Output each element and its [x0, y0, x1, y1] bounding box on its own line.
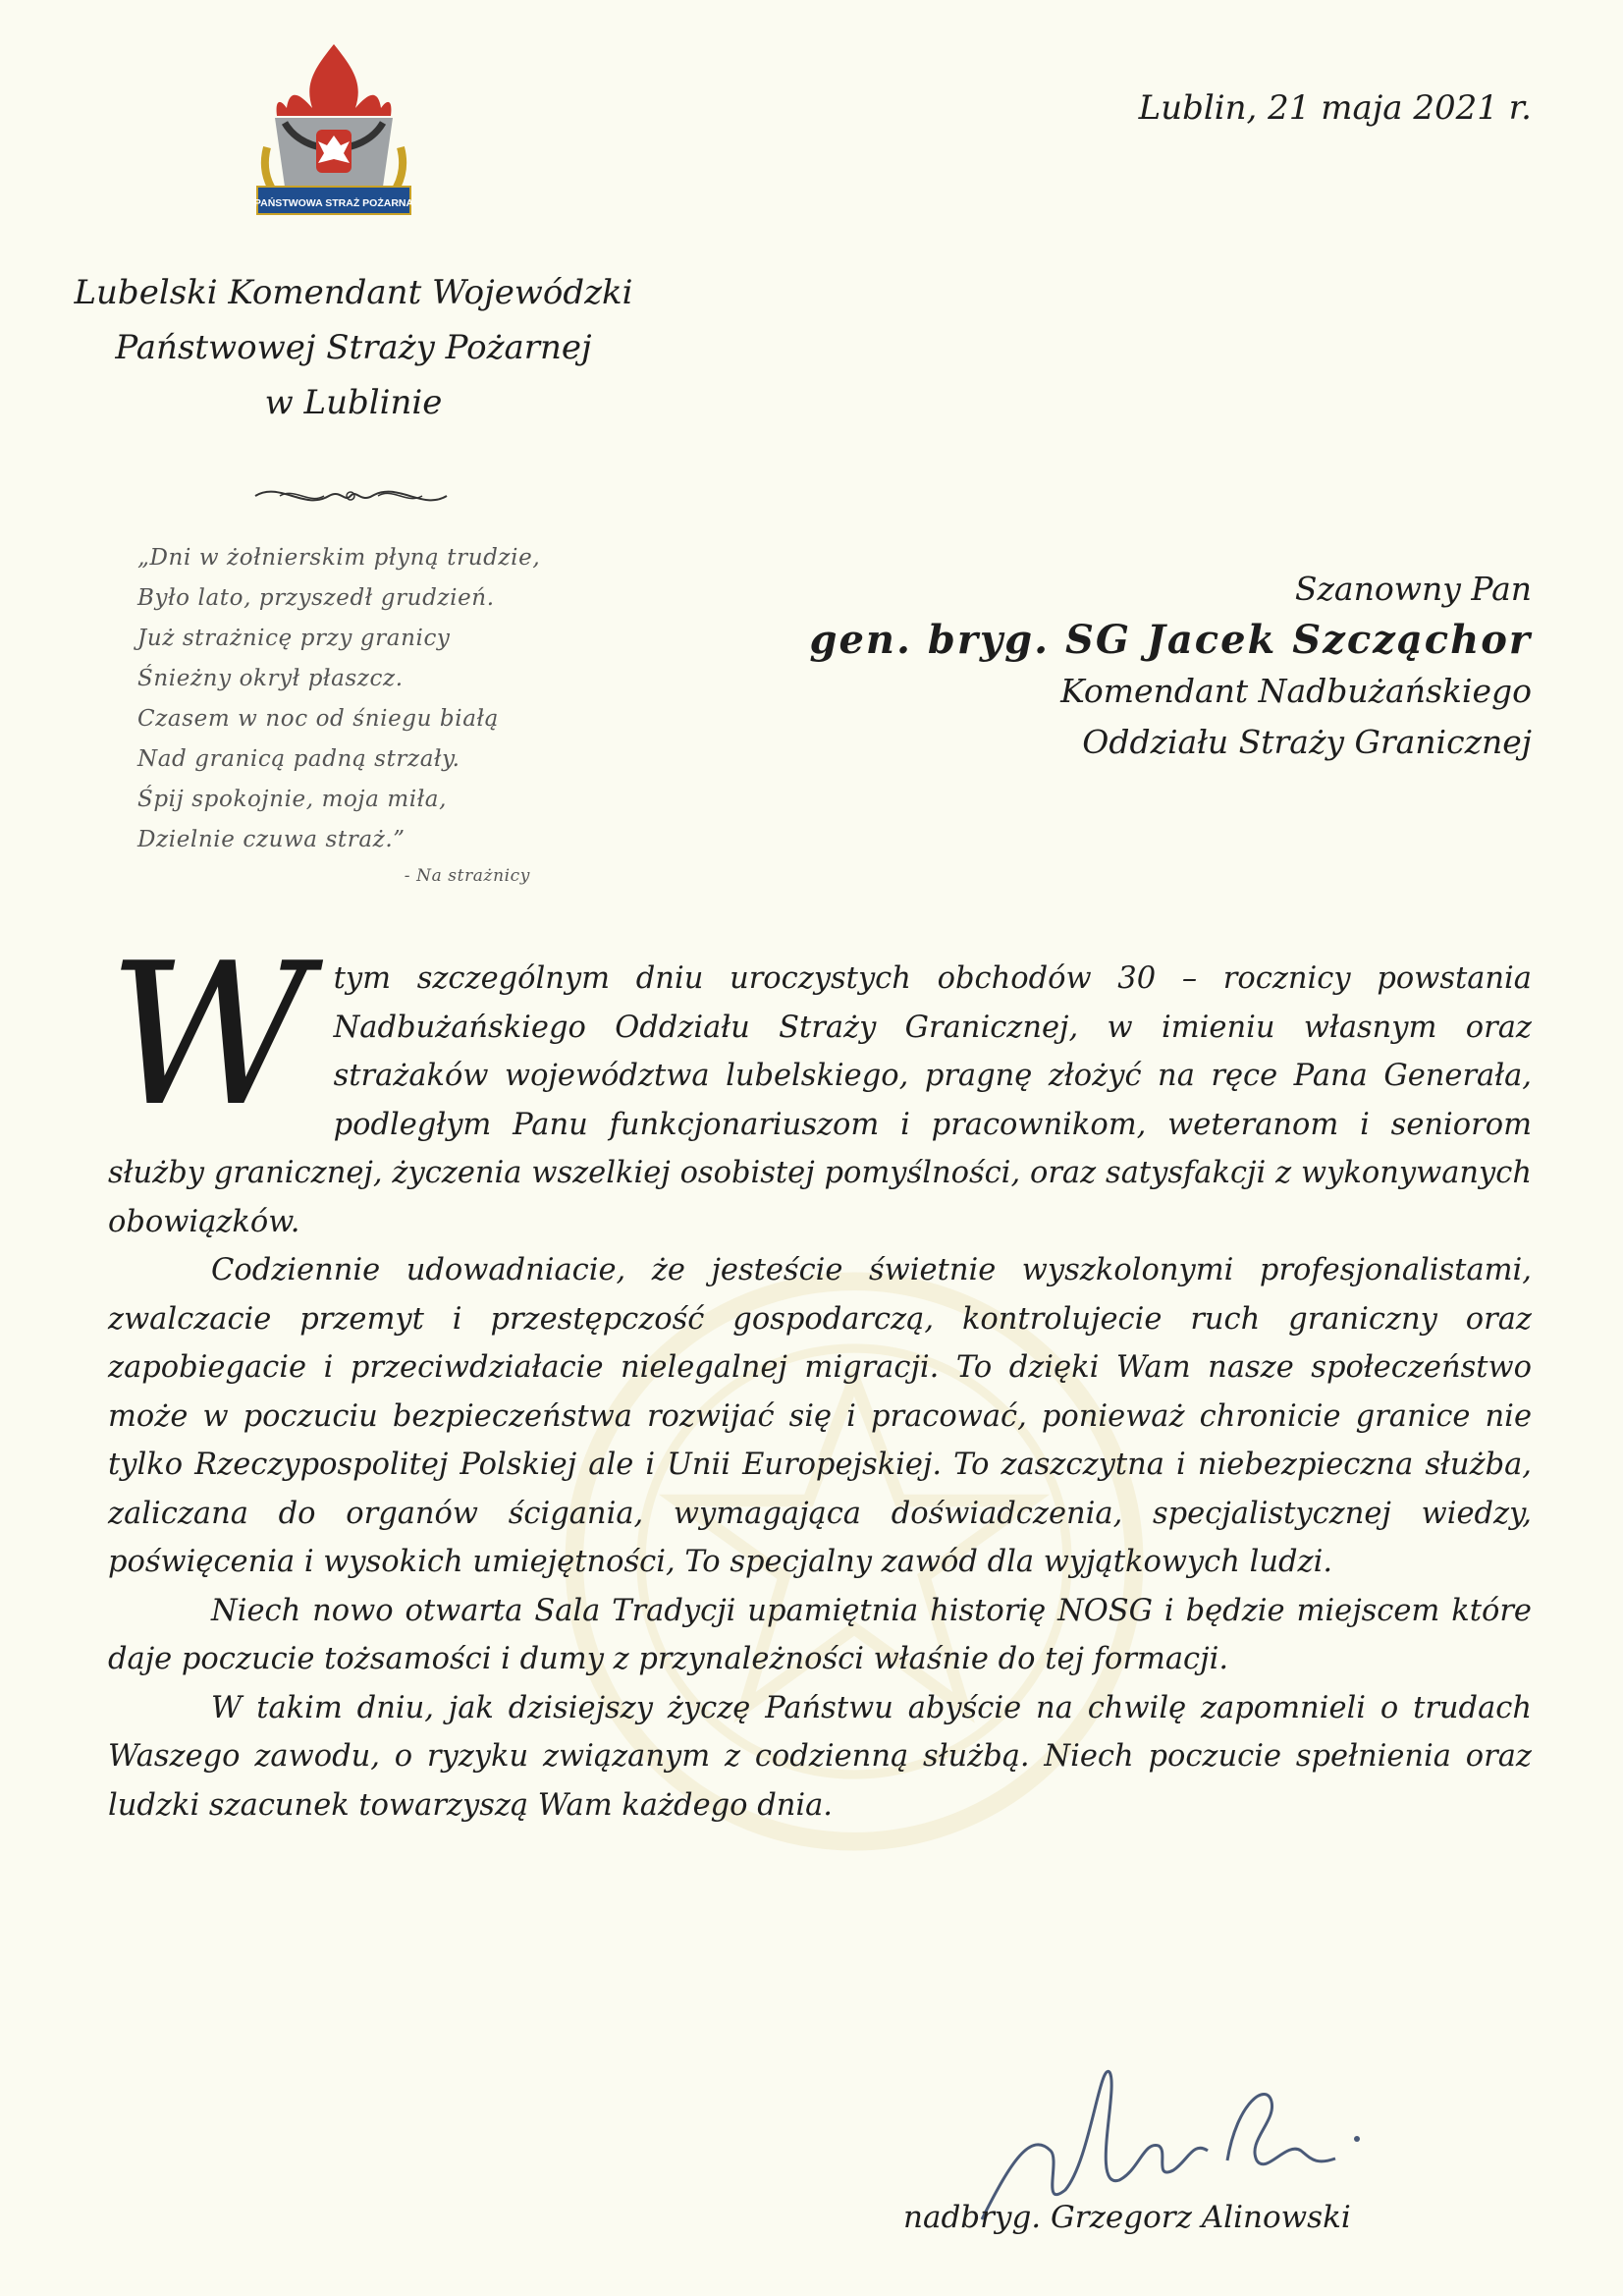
poem-quote	[137, 538, 541, 897]
sender-block	[39, 265, 668, 430]
sender-line: Państwowej Straży Pożarnej	[115, 328, 592, 367]
poem-line: Dzielnie czuwa straż.”	[137, 827, 406, 852]
recipient-block	[707, 564, 1532, 768]
letter-paragraph: Codziennie udowadniacie, że jesteście świetnie wyszkolonymi profesjonalistami, zwalczacie przemyt i przestępczość gospodarczą, kontrolujecie ruch graniczny oraz zapobiegacie i przeciwdziałacie nielegalnej migracji. To dzięki Wam nasze społeczeństwo może w poczuciu bezpieczeństwa rozwijać się i pracować, ponieważ chronicie granice nie tylko Rzeczypospolitej Polskiej ale i Unii Europejskiej. To zaszczytna i niebezpieczna służba, zaliczana do organów ścigania, wymagająca doświadczenia, specjalistycznej wiedzy, poświęcenia i wysokich umiejętności, To specjalny zawód dla wyjątkowych ludzi.	[108, 1253, 1532, 1579]
poem-line: „Dni w żołnierskim płyną trudzie,	[137, 545, 541, 571]
letter-paragraph: Niech nowo otwarta Sala Tradycji upamiętnia historię NOSG i będzie miejscem które daje poczucie tożsamości i dumy z przynależności właśnie do tej formacji.	[108, 1593, 1532, 1676]
recipient-salutation: Szanowny Pan	[1294, 570, 1532, 608]
poem-line: Śnieżny okrył płaszcz.	[137, 666, 404, 691]
letter-paragraph: W takim dniu, jak dzisiejszy życzę Państwu abyście na chwilę zapomnieli o trudach Waszego zawodu, o ryzyku związanym z codzienną służbą. Niech poczucie spełnienia oraz ludzki szacunek towarzyszą Wam każdego dnia.	[108, 1690, 1532, 1823]
logo-band-text: PAŃSTWOWA STRAŻ POŻARNA	[253, 197, 414, 209]
poem-line: Już strażnicę przy granicy	[137, 626, 451, 651]
sender-line: Lubelski Komendant Wojewódzki	[74, 273, 633, 312]
recipient-title-line: Oddziału Straży Granicznej	[1082, 723, 1532, 761]
poem-line: Było lato, przyszedł grudzień.	[137, 585, 495, 611]
fire-service-logo	[245, 39, 422, 246]
ornament-divider-icon	[250, 479, 452, 513]
recipient-title-line: Komendant Nadbużańskiego	[1060, 672, 1532, 710]
paragraph-text: tym szczególnym dniu uroczystych obchodów 30 – rocznicy powstania Nadbużańskiego Oddziału Straży Granicznej, w imieniu własnym oraz strażaków województwa lubelskiego, pragnę złożyć na ręce Pana Generała, podległym Panu funkcjonariuszom i pracownikom, weteranom i seniorom służby granicznej, życzenia wszelkiej osobistej pomyślności, oraz satysfakcji z wykonywanych obowiązków.	[108, 961, 1532, 1239]
signer-name: nadbryg. Grzegorz Alinowski	[903, 2200, 1351, 2235]
poem-line: Czasem w noc od śniegu białą	[137, 706, 499, 732]
poem-attribution: - Na strażnicy	[404, 866, 530, 886]
letter-paragraph	[108, 921, 1532, 1246]
sender-line: w Lublinie	[264, 383, 443, 422]
poem-line: Nad granicą padną strzały.	[137, 746, 460, 772]
letter-body	[108, 921, 1532, 1830]
letter-date: Lublin, 21 maja 2021 r.	[1138, 88, 1532, 128]
poem-line: Śpij spokojnie, moja miła,	[137, 787, 448, 812]
drop-cap: W	[108, 921, 310, 1150]
recipient-name: gen. bryg. SG Jacek Szcząchor	[809, 617, 1532, 663]
